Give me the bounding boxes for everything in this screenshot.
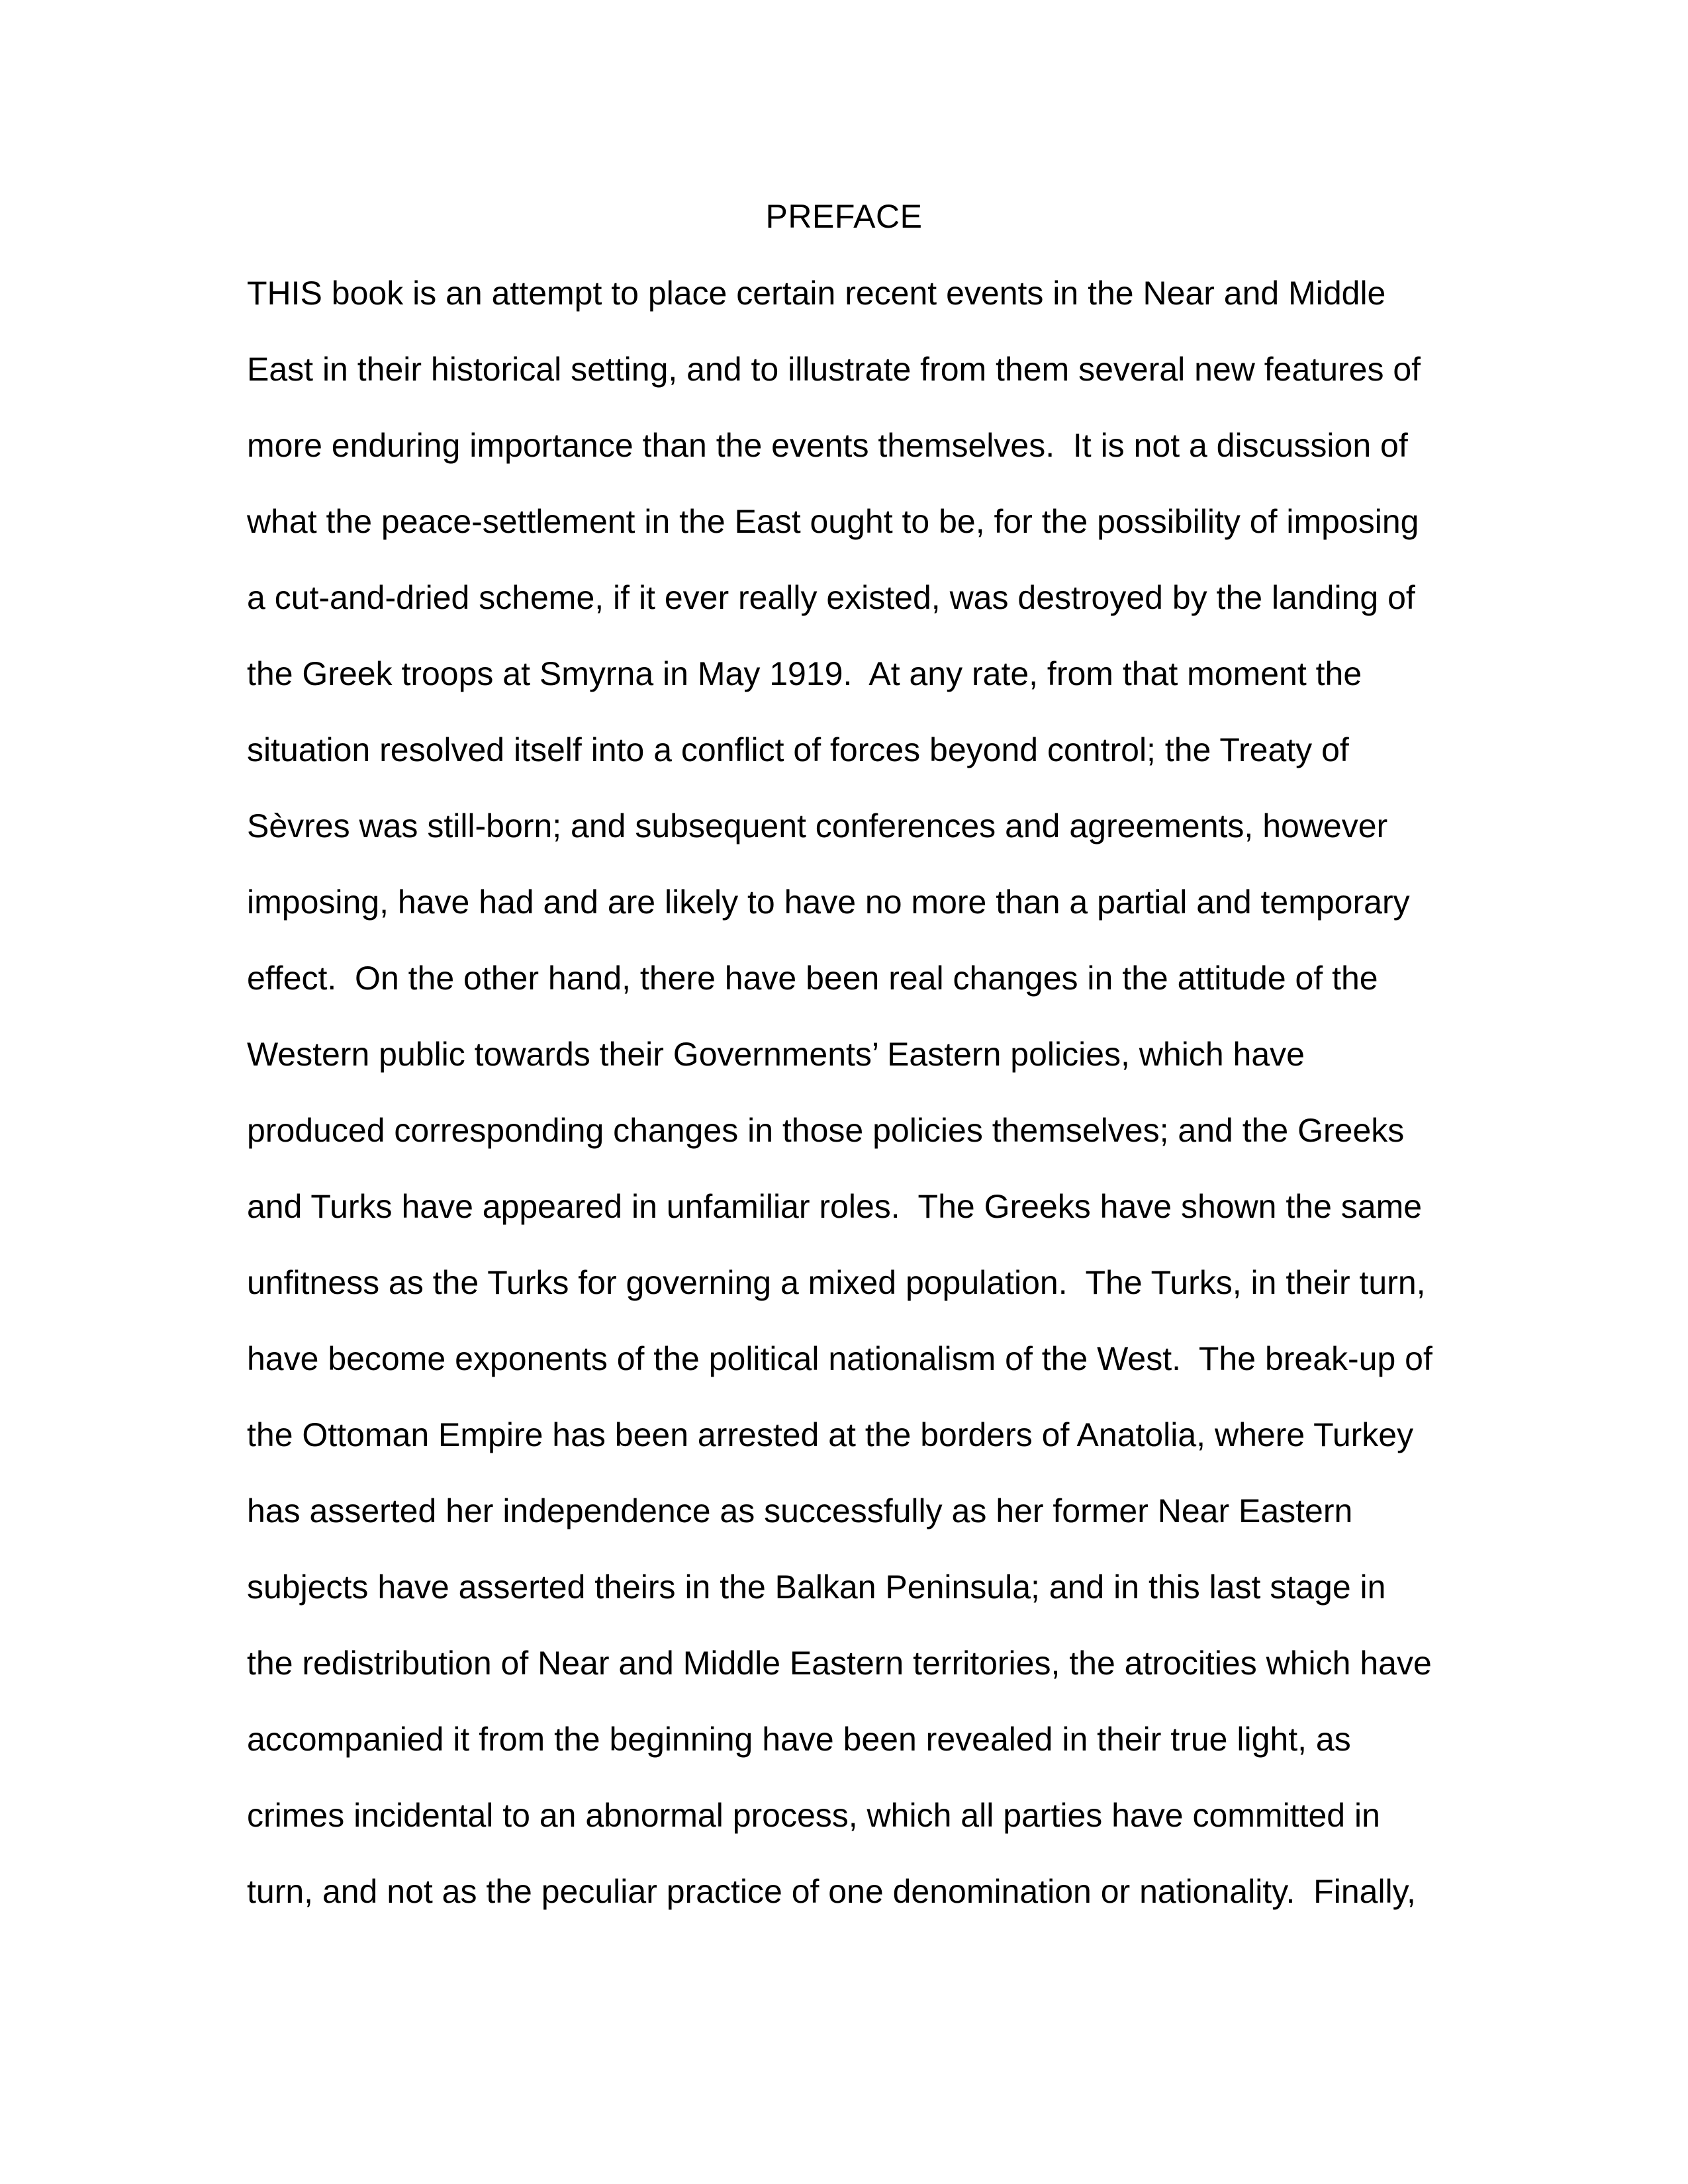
preface-body: [247, 270, 1445, 1944]
text-line: Western public towards their Governments’ Eastern policies, which have: [247, 1036, 1305, 1073]
page-title: PREFACE: [765, 198, 923, 235]
text-line: more enduring importance than the events themselves. It is not a discussion of: [247, 427, 1408, 464]
text-line: the Ottoman Empire has been arrested at the borders of Anatolia, where Turkey: [247, 1416, 1414, 1453]
text-line: THIS book is an attempt to place certain recent events in the Near and Middle: [247, 275, 1386, 312]
text-line: the Greek troops at Smyrna in May 1919. At any rate, from that moment the: [247, 655, 1362, 692]
text-line: produced corresponding changes in those policies themselves; and the Greeks: [247, 1112, 1405, 1149]
text-line: turn, and not as the peculiar practice of one denomination or nationality. Finally,: [247, 1873, 1416, 1910]
text-line: a cut-and-dried scheme, if it ever really existed, was destroyed by the landing of: [247, 579, 1415, 616]
text-line: East in their historical setting, and to illustrate from them several new features of: [247, 351, 1421, 388]
text-line: crimes incidental to an abnormal process, which all parties have committed in: [247, 1797, 1380, 1834]
text-line: imposing, have had and are likely to have no more than a partial and temporary: [247, 884, 1410, 921]
text-line: have become exponents of the political nationalism of the West. The break-up of: [247, 1340, 1432, 1377]
text-line: situation resolved itself into a conflict of forces beyond control; the Treaty of: [247, 731, 1349, 768]
text-line: Sèvres was still-born; and subsequent conferences and agreements, however: [247, 807, 1388, 844]
text-line: and Turks have appeared in unfamiliar roles. The Greeks have shown the same: [247, 1188, 1423, 1225]
text-line: the redistribution of Near and Middle Eastern territories, the atrocities which have: [247, 1645, 1432, 1682]
text-line: what the peace-settlement in the East ought to be, for the possibility of imposing: [247, 503, 1419, 540]
text-line: has asserted her independence as successfully as her former Near Eastern: [247, 1492, 1353, 1529]
text-line: accompanied it from the beginning have been revealed in their true light, as: [247, 1721, 1351, 1758]
text-line: effect. On the other hand, there have been real changes in the attitude of the: [247, 960, 1378, 997]
text-line: subjects have asserted theirs in the Balkan Peninsula; and in this last stage in: [247, 1569, 1386, 1606]
text-line: unfitness as the Turks for governing a mixed population. The Turks, in their turn,: [247, 1264, 1426, 1301]
